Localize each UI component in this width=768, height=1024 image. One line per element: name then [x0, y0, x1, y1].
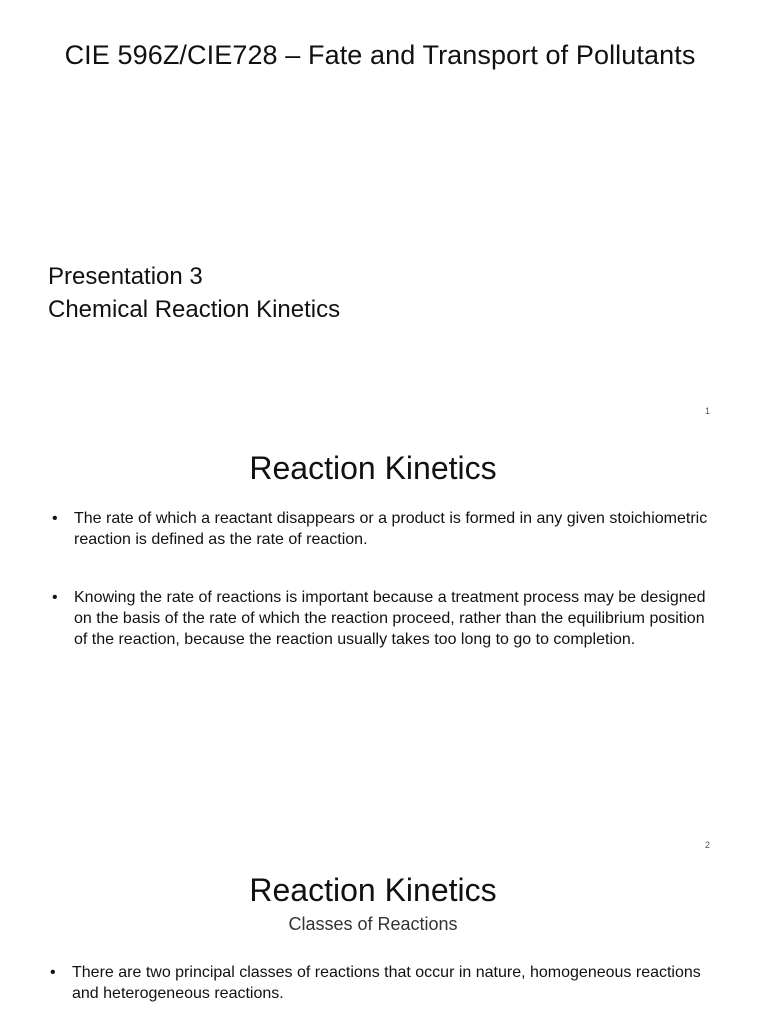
slide-subtitle: Classes of Reactions: [288, 914, 458, 934]
slide-1: [0, 0, 768, 432]
slide-3: [0, 864, 768, 1024]
presentation-subtitle: [48, 260, 340, 326]
list-item: [50, 962, 710, 1004]
slide-title: Reaction Kinetics: [249, 450, 497, 486]
slide-2: [0, 432, 768, 864]
bullet-text: The rate of which a reactant disappears or a product is formed in any given stoichiometric reaction is defined as the rate of reaction.: [74, 510, 708, 548]
page-number: 2: [704, 840, 710, 850]
bullet-list: [52, 508, 712, 650]
bullet-text: Knowing the rate of reactions is important because a treatment process may be designed on the basis of the rate of which the reaction proceed, rather than the equilibrium position of the reaction, because the reaction usually takes too long to go to completion.: [74, 589, 706, 648]
bullet-list: [50, 962, 710, 1004]
bullet-text: There are two principal classes of reactions that occur in nature, homogeneous reactions and heterogeneous reactions.: [72, 964, 701, 1002]
slide-title: Reaction Kinetics: [249, 872, 497, 908]
list-item: [52, 508, 712, 550]
presentation-number: Presentation 3: [48, 263, 203, 290]
bullet-icon: •: [52, 510, 58, 527]
bullet-icon: •: [52, 589, 58, 606]
list-item: [52, 587, 712, 650]
bullet-icon: •: [50, 964, 56, 981]
page-number: 1: [704, 406, 710, 416]
presentation-topic: Chemical Reaction Kinetics: [48, 296, 341, 323]
course-title: CIE 596Z/CIE728 – Fate and Transport of Pollutants: [64, 40, 696, 70]
